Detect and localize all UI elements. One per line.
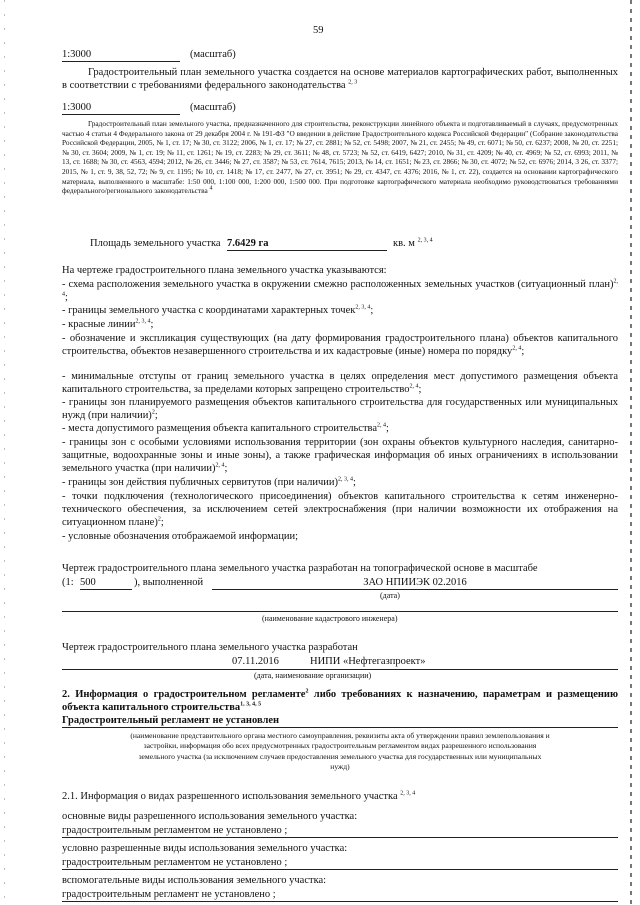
topo-scale-prefix: (1: — [62, 577, 74, 588]
auxiliary-uses-label: вспомогательные виды использования земельного участка: — [62, 875, 327, 886]
auxiliary-uses-value: градостроительным регламент не установлено ; — [62, 888, 618, 902]
section-2-1-sup: 2, 3, 4 — [400, 790, 416, 797]
cartographic-basis-sup: 2, 3 — [348, 79, 358, 86]
developed-date: 07.11.2016 — [232, 656, 279, 667]
list-item-existing-objects — [62, 332, 618, 358]
cartographic-basis-paragraph — [62, 66, 618, 92]
list-item-situation-plan — [62, 278, 618, 304]
list-item-red-lines — [62, 318, 618, 331]
list-item-tail: ; — [65, 292, 68, 303]
list-item-sup: 2, 4 — [512, 345, 522, 352]
section-2-1-title — [62, 790, 415, 803]
list-item-special-zones — [62, 436, 618, 475]
area-label: Площадь земельного участка — [90, 238, 221, 249]
list-item-tail: ; — [418, 384, 422, 395]
list-item-sup: 2 — [157, 516, 161, 523]
list-item-text: - обозначение и экспликация существующих (на дату формирования градостроительного плана) объектов капитального строительства, объектов незавершенного строительства и их кадастровые (иные) номера по порядку — [62, 333, 618, 357]
list-item-text: - границы зон с особыми условиями использования территории (зон охраны объектов культурного наследия, санитарно-защитные, водоохранные зоны и иные зоны), а также графическая информация об иных ограничениях в использовании земельного участка (при наличии) — [62, 437, 618, 474]
scale-1-label: (масштаб) — [190, 49, 236, 60]
developed-underline — [62, 669, 618, 670]
list-item-tail: ; — [370, 305, 374, 316]
topo-scale-suffix: ), выполненной — [134, 577, 204, 588]
topo-basis-line: Чертеж градостроительного плана земельного участка разработан на топографической основе в масштабе — [62, 563, 538, 574]
section-2-title-b: либо требованиях к назначению, параметрам и размещению объекта капитального строительства — [62, 689, 618, 713]
drawing-heading: На чертеже градостроительного плана земельного участка указываются: — [62, 265, 387, 276]
cartographic-basis-text: Градостроительный план земельного участка создается на основе материалов картографических работ, выполненных в соответствии с требованиями федерального законодательства — [62, 67, 618, 91]
list-item-legend — [62, 530, 618, 543]
linear-object-text: Градостроительный план земельного участка, предназначенного для строительства, реконструкции линейного объекта и подготавливаемый в случаях, предусмотренных частью 4 статьи 4 Федерального закона от 29 декабря 2004 г. № 191-ФЗ "О введении в действие Градостроительного кодекса Российской Федерации" (Собрание законодательства Российской Федерации, 2005, № 1, ст. 17; № 30, ст. 3122; 2006, № 1, ст. 17; № 27, ст. 2881; № 52, ст. 5498; 2007, № 21, ст. 2455; № 49, ст. 6071; № 50, ст. 6237; 2008, № 20, ст. 2251; № 30, ст. 3604; 2009, № 1, ст. 19; № 11, ст. 1261; № 19, ст. 2283; № 29, ст. 3611; № 48, ст. 5723; № 52, ст. 6419, 6427; 2010, № 31, ст. 4209; № 40, ст. 4969; № 52, ст. 6993; 2011, № 13, ст. 1688; № 30, ст. 4563, 4594; 2012, № 26, ст. 3446; № 27, ст. 3587; № 53, ст. 7614, 7615; 2013, № 14, ст. 1651; № 23, ст. 2866; № 30, ст. 4072; № 52, ст. 6976; 2014, 3 26, ст. 3377; 2015, № 1, ст. 9, 38, 52, 72; № 9, ст. 1195; № 10, ст. 1418; № 17, ст. 2477, № 27, ст. 3951; № 29, ст. 4347, ст. 4376; 2016, № 1, ст. 22), создается на основании картографического материала, выполненного в масштабе: 1:50 000, 1:100 000, 1:200 000, 1:500 000. При подготовке картографического материала необходимо руководствоваться требованиями федерального/регионального законодательства — [62, 119, 618, 196]
list-item-text: - схема расположения земельного участка в окружении смежно расположенных земельных участков (ситуационный план) — [62, 279, 614, 290]
list-item-text: - границы зон действия публичных сервитутов (при наличии) — [62, 477, 338, 488]
list-item-tail: ; — [386, 423, 389, 434]
list-item-sup: 2, 3, 4 — [135, 318, 151, 325]
list-item-boundaries — [62, 304, 618, 317]
topo-date-caption: (дата) — [380, 591, 400, 600]
scale-1-value: 1:3000 — [62, 48, 180, 62]
developed-caption: (дата, наименование организации) — [254, 671, 372, 680]
main-uses-value: градостроительным регламентом не установлено ; — [62, 824, 618, 838]
engineer-caption: (наименование кадастрового инженера) — [262, 614, 398, 623]
area-unit-sup: 2, 3, 4 — [417, 237, 433, 244]
regulation-status: Градостроительный регламент не установлен — [62, 714, 618, 728]
linear-object-sup: 4 — [209, 185, 213, 192]
linear-object-paragraph — [62, 119, 618, 196]
conditional-uses-value: градостроительным регламентом не установлено ; — [62, 856, 618, 870]
list-item-text: - красные линии — [62, 319, 136, 330]
engineer-line — [62, 611, 618, 612]
developed-org: НИПИ «Нефтегазпроект» — [310, 656, 426, 667]
area-unit — [393, 237, 433, 250]
list-item-tail: ; — [521, 346, 525, 357]
list-item-tail: ; — [224, 463, 228, 474]
topo-scale-value: 500 — [80, 576, 132, 590]
section-2-1-title-text: 2.1. Информация о видах разрешенного использования земельного участка — [62, 791, 398, 802]
list-item-sup: 2, 3, 4 — [337, 476, 353, 483]
list-item-sup: 2, 4 — [215, 462, 225, 469]
list-item-sup: 2 — [151, 409, 155, 416]
list-item-sup: 2, 4 — [377, 422, 387, 429]
section-2-title-b-sup: 1, 3, 4, 5 — [240, 701, 262, 708]
list-item-text: - границы земельного участка с координатами характерных точек — [62, 305, 356, 316]
section-2-title — [62, 688, 618, 714]
list-item-text: - места допустимого размещения объекта капитального строительства — [62, 423, 378, 434]
page-edge-shadow — [630, 0, 632, 905]
list-item-tail: ; — [150, 319, 154, 330]
list-item-tail: ; — [352, 477, 356, 488]
list-item-text: - минимальные отступы от границ земельного участка в целях определения мест допустимого размещения объекта капитального строительства, за пределами которых запрещено строительство — [62, 371, 618, 395]
list-item-planned-zones — [62, 396, 618, 422]
main-uses-label: основные виды разрешенного использования земельного участка: — [62, 811, 358, 822]
list-item-servitudes — [62, 476, 618, 489]
developed-line: Чертеж градостроительного плана земельного участка разработан — [62, 642, 358, 653]
area-value: 7.6429 га — [227, 237, 387, 251]
section-2-title-a: 2. Информация о градостроительном регламенте — [62, 689, 306, 700]
list-item-tail: ; — [154, 410, 158, 421]
list-item-text: - условные обозначения отображаемой информации; — [62, 531, 299, 542]
list-item-text: - точки подключения (технологического присоединения) объектов капитального строительства к сетям инженерно-технического обеспечения, за исключением сетей электроснабжения (при наличии возможности их отображения на ситуационном плане) — [62, 491, 618, 528]
area-unit-text: кв. м — [393, 238, 415, 249]
list-item-sup: 2, 3, 4 — [355, 304, 371, 311]
list-item-min-setbacks — [62, 370, 618, 396]
topo-organization: ЗАО НПИИЭК 02.2016 — [212, 576, 618, 590]
conditional-uses-label: условно разрешенные виды использования земельного участка: — [62, 843, 348, 854]
page-number: 59 — [313, 25, 324, 36]
list-item-allowed-places — [62, 422, 618, 435]
list-item-text: - границы зон планируемого размещения объектов капитального строительства для государственных или муниципальных нужд (при наличии) — [62, 397, 618, 421]
list-item-tail: ; — [160, 517, 164, 528]
scale-2-value: 1:3000 — [62, 101, 180, 115]
scan-left-edge — [4, 0, 5, 905]
scale-2-label: (масштаб) — [190, 102, 236, 113]
section-2-title-a-sup: 2 — [305, 688, 309, 695]
list-item-sup: 2, 4 — [62, 278, 618, 298]
list-item-connection-points — [62, 490, 618, 529]
list-item-sup: 2, 4 — [409, 383, 419, 390]
regulation-caption: (наименование представительного органа местного самоуправления, реквизиты акта об утверждении правил землепользования и застройки, информация обо всех предусмотренных градостроительным регламентом видах разрешенного использования земельного участка (за исключением случаев предоставления земельного участка для государственных или муниципальных нужд) — [130, 731, 550, 772]
